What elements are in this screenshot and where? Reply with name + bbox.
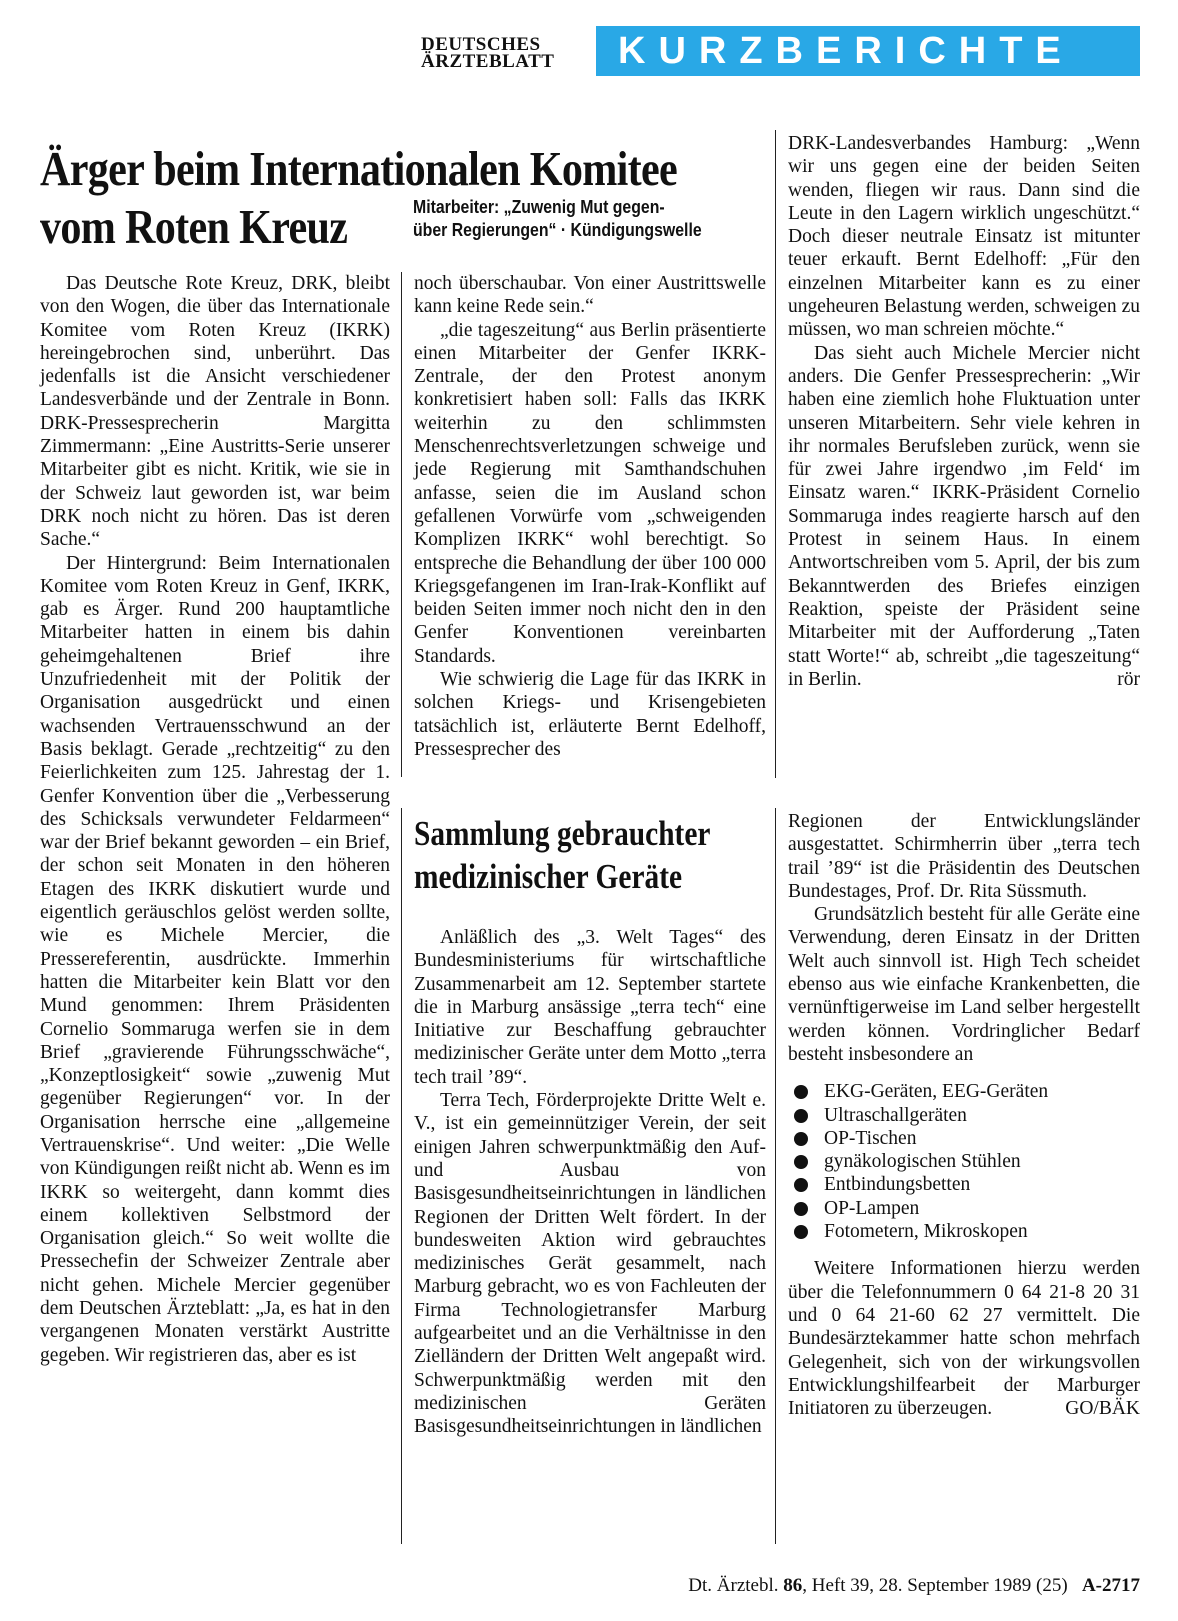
article1-column-1 <box>40 272 390 1367</box>
paragraph: Wie schwierig die Lage für das IKRK in solchen Kriegs- und Krisengebieten tatsächlich ist, erläuterte Bernt Edelhoff, Pressesprecher des <box>414 669 766 760</box>
bullet-icon <box>794 1155 808 1169</box>
list-item <box>788 1104 1140 1127</box>
paragraph: „die tageszeitung“ aus Berlin präsentierte einen Mitarbeiter der Genfer IKRK-Zentrale, der den Protest anonym konkretisiert haben soll: Falls das IKRK weiterhin zu den schlimmsten Menschenrechtsverletzungen schweige und jede Regierung mit Samthandschuhen anfasse, seien die im Ausland schon gefallenen Vorwürfe vom „schweigenden Komplizen IKRK“ wohl berechtigt. So entspreche die Behandlung der über 100 000 Kriegsgefangenen im Iran-Irak-Konflikt auf beiden Seiten immer noch nicht den in den Genfer Konventionen vereinbarten Standards. <box>414 319 766 667</box>
author-initials: rör <box>1117 668 1140 690</box>
list-item-text: OP-Tischen <box>824 1127 917 1149</box>
masthead-line2: ÄRZTEBLATT <box>421 51 555 72</box>
article2-column-1 <box>414 926 766 1439</box>
paragraph <box>788 1257 1140 1420</box>
page-footer <box>600 1575 1140 1597</box>
list-item <box>788 1150 1140 1173</box>
bullet-icon <box>794 1202 808 1216</box>
column-divider <box>401 272 402 777</box>
list-item-text: Ultraschallgeräten <box>824 1104 967 1126</box>
citation-suffix: , Heft 39, 28. September 1989 (25) <box>802 1575 1068 1596</box>
list-item <box>788 1127 1140 1150</box>
masthead-line1: DEUTSCHES <box>421 34 541 55</box>
citation-prefix: Dt. Ärztebl. <box>688 1575 784 1596</box>
bullet-icon <box>794 1085 808 1099</box>
article1-subheadline-line1: Mitarbeiter: „Zuwenig Mut gegen- <box>413 197 665 217</box>
paragraph: Regionen der Entwicklungsländer ausgestattet. Schirmherrin über „terra tech trail ’89“ ist die Präsidentin des Deutschen Bundestages, Prof. Dr. Rita Süssmuth. <box>788 811 1140 902</box>
bullet-icon <box>794 1225 808 1239</box>
paragraph-text: Das sieht auch Michele Mercier nicht anders. Die Genfer Pressesprecherin: „Wir haben eine ziemlich hohe Fluktuation unter unseren Mitarbeitern. Sehr viele kehren in ihr normales Berufsleben zurück, wenn sie für zwei Jahre irgendwo ‚im Feld‘ im Einsatz waren.“ IKRK-Präsident Cornelio Sommaruga indes reagierte harsch auf den Protest in seinem Haus. In einem Antwortschreiben vom 5. April, der bis zum Bekanntwerden des Briefes einzigen Reaktion, speiste der Präsident seine Mitarbeiter mit der Aufforderung „Taten statt Worte!“ ab, schreibt „die tageszeitung“ in Berlin. <box>788 342 1140 690</box>
list-item-text: EKG-Geräten, EEG-Geräten <box>824 1081 1049 1103</box>
list-item-text: Entbindungsbetten <box>824 1174 971 1196</box>
article2-headline-line2: medizinischer Geräte <box>414 857 683 896</box>
paragraph: Terra Tech, Förderprojekte Dritte Welt e. V., ist ein gemeinnütziger Verein, der seit einigen Jahren schwerpunktmäßig den Auf- und Ausbau von Basisgesundheitseinrichtungen in ländlichen Regionen der Dritten Welt fördert. In der bundesweiten Aktion wird gebrauchtes medizinisches Gerät gesammelt, nach Marburg gebracht, wo es von Fachleuten der Firma Technologietransfer Marburg aufgearbeitet und an die Verhältnisse in den Zielländern der Dritten Welt angepaßt wird. Schwerpunktmäßig werden mit den medizinischen Geräten Basisgesundheitseinrichtungen in ländlichen <box>414 1090 766 1438</box>
masthead <box>421 36 571 70</box>
article1-column-2 <box>414 272 766 761</box>
bullet-icon <box>794 1178 808 1192</box>
list-item-text: Fotometern, Mikroskopen <box>824 1221 1028 1243</box>
bullet-icon <box>794 1132 808 1146</box>
article1-headline-line2: vom Roten Kreuz <box>40 199 348 254</box>
column-divider <box>401 808 402 1544</box>
volume-number: 86 <box>783 1575 803 1596</box>
article1-subheadline <box>413 196 747 242</box>
article1-headline-line1: Ärger beim Internationalen Komitee <box>40 141 678 196</box>
list-item <box>788 1080 1140 1103</box>
paragraph <box>788 342 1140 691</box>
article1-column-3 <box>788 132 1140 691</box>
article1-subheadline-line2: über Regierungen“ · Kündigungswelle <box>413 220 702 240</box>
list-item <box>788 1197 1140 1220</box>
author-initials: GO/BÄK <box>1065 1398 1140 1420</box>
list-item <box>788 1220 1140 1243</box>
section-banner: KURZBERICHTE <box>596 26 1140 76</box>
paragraph: Grundsätzlich besteht für alle Geräte eine Verwendung, deren Einsatz in der Dritten Welt auch sinnvoll ist. High Tech scheidet ebenso aus wie einfache Krankenbetten, die vernünftigerweise im Land selber hergestellt werden können. Vordringlicher Bedarf besteht insbesondere an <box>788 904 1140 1065</box>
list-item-text: OP-Lampen <box>824 1197 920 1219</box>
equipment-list <box>788 1080 1140 1243</box>
bullet-icon <box>794 1109 808 1123</box>
column-divider <box>775 130 776 778</box>
list-item-text: gynäkologischen Stühlen <box>824 1151 1021 1173</box>
paragraph: Der Hintergrund: Beim Internationalen Komitee vom Roten Kreuz in Genf, IKRK, gab es Ärger. Rund 200 hauptamtliche Mitarbeiter hatten in einem bis dahin geheimgehaltenen Brief ihre Unzufriedenheit mit der Politik der Organisation ausgedrückt und einen wachsenden Vertrauensschwund an der Basis beklagt. Gerade „rechtzeitig“ zu den Feierlichkeiten zum 125. Jahrestag der 1. Genfer Konvention über die „Verbesserung des Schicksals verwundeter Feldarmeen“ war der Brief bekannt geworden – ein Brief, der schon seit Monaten in den höheren Etagen des IKRK diskutiert wurde und eigentlich geräuschlos gelöst werden sollte, wie es Michele Mercier, die Pressereferentin, ausdrückte. Immerhin hatten die Mitarbeiter kein Blatt vor den Mund genommen: Ihrem Präsidenten Cornelio Sommaruga werfen sie in dem Brief „gravierende Führungsschwäche“, „Konzeptlosigkeit“ sowie „zuwenig Mut gegenüber Regierungen“ vor. In der Organisation herrsche eine „allgemeine Vertrauenskrise“. Und weiter: „Die Welle von Kündigungen reißt nicht ab. Wenn es im IKRK so weitergeht, dann kommt dies einem kollektiven Selbstmord der Organisation gleich.“ So weit wollte die Pressechefin der Schweizer Zentrale aber nicht gehen. Michele Mercier gegenüber dem Deutschen Ärzteblatt: „Ja, es hat in den vergangenen Monaten verstärkt Austritte gegeben. Wir registrieren das, aber es ist <box>40 552 390 1366</box>
article2-column-2 <box>788 810 1140 1420</box>
paragraph: Anläßlich des „3. Welt Tages“ des Bundesministeriums für wirtschaftliche Zusammenarbeit am 12. September startete die in Marburg ansässige „terra tech“ eine Initiative zur Beschaffung gebrauchter medizinischer Geräte unter dem Motto „terra tech trail ’89“. <box>414 927 766 1088</box>
article2-headline <box>414 812 742 898</box>
list-item <box>788 1173 1140 1196</box>
column-divider <box>775 808 776 1544</box>
article2-headline-line1: Sammlung gebrauchter <box>414 814 711 853</box>
page-number: A-2717 <box>1081 1575 1140 1596</box>
paragraph: Das Deutsche Rote Kreuz, DRK, bleibt von den Wogen, die über das Internationale Komitee vom Roten Kreuz (IKRK) hereingebrochen sind, unberührt. Das jedenfalls ist die Ansicht verschiedener Landesverbände und der Zentrale in Bonn. DRK-Pressesprecherin Margitta Zimmermann: „Eine Austritts-Serie unserer Mitarbeiter gibt es nicht. Kritik, wie sie in der Schweiz laut geworden ist, war beim DRK noch nicht zu hören. Das ist deren Sache.“ <box>40 273 390 551</box>
paragraph: DRK-Landesverbandes Hamburg: „Wenn wir uns gegen eine der beiden Seiten wenden, fliegen wir raus. Dann sind die Leute in den Lagern wirklich ungeschützt.“ Doch dieser neutrale Einsatz ist mitunter teuer erkauft. Bernt Edelhoff: „Für den einzelnen Mitarbeiter kann es zu einer ungeheuren Belastung werden, schweigen zu müssen, wo man schreien möchte.“ <box>788 133 1140 341</box>
paragraph-text: Weitere Informationen hierzu werden über die Telefonnummern 0 64 21-8 20 31 und 0 64 21-60 62 27 vermittelt. Die Bundesärztekammer hatte schon mehrfach Gelegenheit, sich von der wirkungsvollen Entwicklungshilfearbeit der Marburger Initiatoren zu überzeugen. <box>788 1258 1140 1420</box>
paragraph: noch überschaubar. Von einer Austrittswelle kann keine Rede sein.“ <box>414 273 766 318</box>
